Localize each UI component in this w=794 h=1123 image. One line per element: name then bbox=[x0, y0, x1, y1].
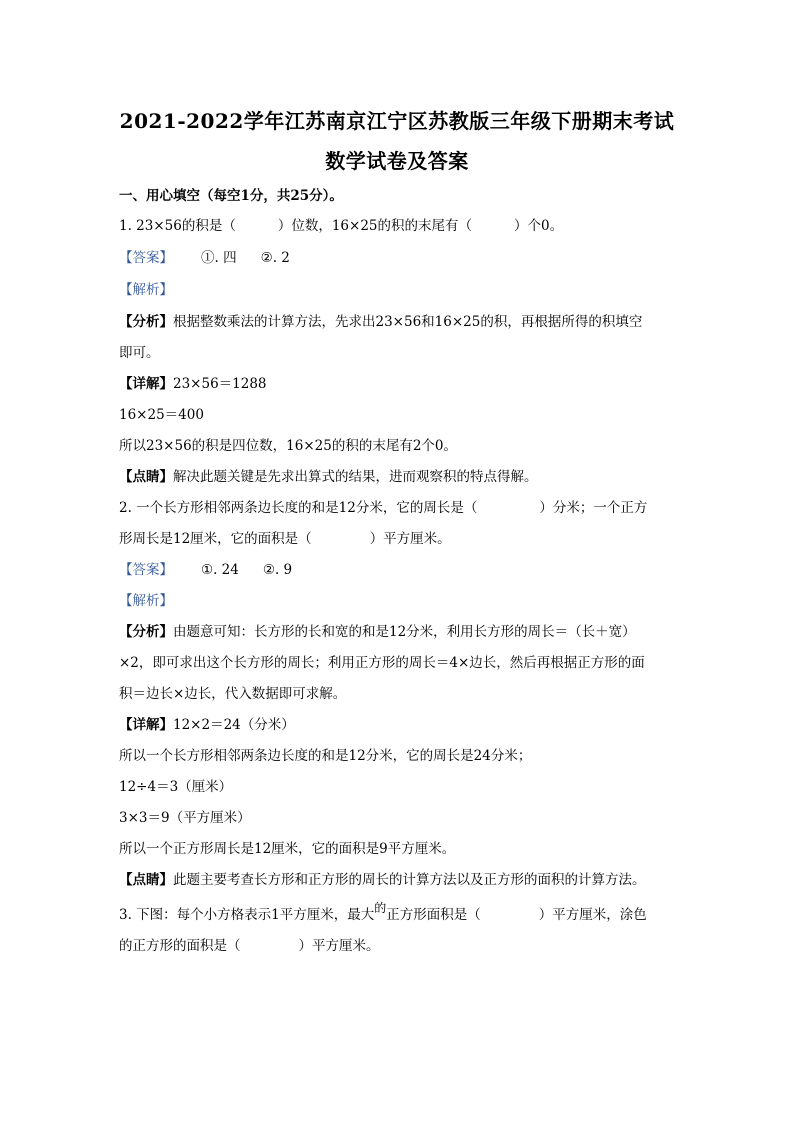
q1-answer-row bbox=[119, 248, 290, 268]
section-heading: 一、用心填空（每空1分，共25分）。 bbox=[119, 188, 343, 204]
analysis-label: 【解析】 bbox=[119, 282, 173, 298]
document-title-line1: 2021-2022学年江苏南京江宁区苏教版三年级下册期末考试 bbox=[119, 109, 675, 133]
q2-answer-2: ②. 9 bbox=[262, 562, 293, 578]
question-2-line2 bbox=[119, 529, 451, 549]
answer-label: 【答案】 bbox=[119, 562, 173, 578]
q1-text-c: ）个0。 bbox=[514, 218, 564, 234]
q2-text-b: ）分米；一个正方 bbox=[539, 500, 648, 516]
analysis-label: 【解析】 bbox=[119, 593, 173, 609]
q1-detail-2: 16×25＝400 bbox=[119, 407, 204, 423]
question-1 bbox=[119, 216, 563, 236]
q1-text-b: ）位数，16×25的积的末尾有（ bbox=[277, 218, 473, 234]
q1-detail-3: 所以23×56的积是四位数，16×25的积的末尾有2个0。 bbox=[119, 438, 458, 454]
q2-answer-row bbox=[119, 560, 292, 580]
answer-label: 【答案】 bbox=[119, 250, 173, 266]
q2-text-d: ）平方厘米。 bbox=[369, 531, 451, 547]
q2-text-c: 形周长是12厘米，它的面积是（ bbox=[119, 531, 312, 547]
q2-answer-1: ①. 24 bbox=[201, 562, 239, 578]
q2-detail-2: 所以一个长方形相邻两条边长度的和是12分米，它的周长是24分米； bbox=[119, 748, 532, 764]
question-2-line1 bbox=[119, 498, 647, 518]
q1-fenxi-text-1: 根据整数乘法的计算方法，先求出23×56和16×25的积，再根据所得的积填空 bbox=[173, 314, 643, 330]
q1-detail-1: 23×56＝1288 bbox=[173, 376, 267, 392]
q1-answer-1: ①. 四 bbox=[201, 250, 237, 266]
fenxi-label: 【分析】 bbox=[119, 624, 173, 640]
q1-analysis-row bbox=[119, 280, 173, 300]
fenxi-label: 【分析】 bbox=[119, 314, 173, 330]
document-title-line2: 数学试卷及答案 bbox=[325, 149, 469, 173]
dianjing-label: 【点睛】 bbox=[119, 872, 173, 888]
q2-text-a: 2. 一个长方形相邻两条边长度的和是12分米，它的周长是（ bbox=[119, 500, 478, 516]
q3-text-b: 正方形面积是（ bbox=[386, 907, 481, 923]
question-3-line2 bbox=[119, 936, 380, 956]
q1-text-a: 1. 23×56的积是（ bbox=[119, 218, 236, 234]
xiangjie-label: 【详解】 bbox=[119, 376, 173, 392]
q2-detail-1: 12×2＝24（分米） bbox=[173, 717, 295, 733]
q2-fenxi-row bbox=[119, 622, 636, 642]
q2-detail-3: 12÷4＝3（厘米） bbox=[119, 779, 233, 795]
q2-fenxi-text-2: ×2，即可求出这个长方形的周长；利用正方形的周长＝4×边长，然后再根据正方形的面 bbox=[119, 655, 645, 671]
q3-text-c: ）平方厘米，涂色 bbox=[538, 907, 647, 923]
xiangjie-label: 【详解】 bbox=[119, 717, 173, 733]
q1-dianjing-text: 解决此题关键是先求出算式的结果，进而观察积的特点得解。 bbox=[173, 469, 538, 485]
question-3-line1 bbox=[119, 901, 647, 925]
dianjing-label: 【点睛】 bbox=[119, 469, 173, 485]
q1-fenxi-row bbox=[119, 312, 642, 332]
q3-text-sup: 的 bbox=[374, 901, 387, 915]
q1-dianjing-row bbox=[119, 467, 538, 487]
q1-detail-row bbox=[119, 374, 267, 394]
q2-dianjing-text: 此题主要考查长方形和正方形的周长的计算方法以及正方形的面积的计算方法。 bbox=[173, 872, 646, 888]
q2-dianjing-row bbox=[119, 870, 646, 890]
q2-detail-row bbox=[119, 715, 295, 735]
q3-text-d: 的正方形的面积是（ bbox=[119, 938, 241, 954]
q1-answer-2: ②. 2 bbox=[260, 250, 290, 266]
q3-text-a: 3. 下图：每个小方格表示1平方厘米，最大 bbox=[119, 907, 375, 923]
q3-text-e: ）平方厘米。 bbox=[298, 938, 380, 954]
q2-analysis-row bbox=[119, 591, 173, 611]
q2-detail-4: 3×3＝9（平方厘米） bbox=[119, 810, 251, 826]
q2-fenxi-text-3: 积＝边长×边长，代入数据即可求解。 bbox=[119, 686, 347, 702]
q1-fenxi-text-2: 即可。 bbox=[119, 345, 160, 361]
q2-fenxi-text-1: 由题意可知：长方形的长和宽的和是12分米，利用长方形的周长＝（长＋宽） bbox=[173, 624, 636, 640]
q2-detail-5: 所以一个正方形周长是12厘米，它的面积是9平方厘米。 bbox=[119, 841, 456, 857]
